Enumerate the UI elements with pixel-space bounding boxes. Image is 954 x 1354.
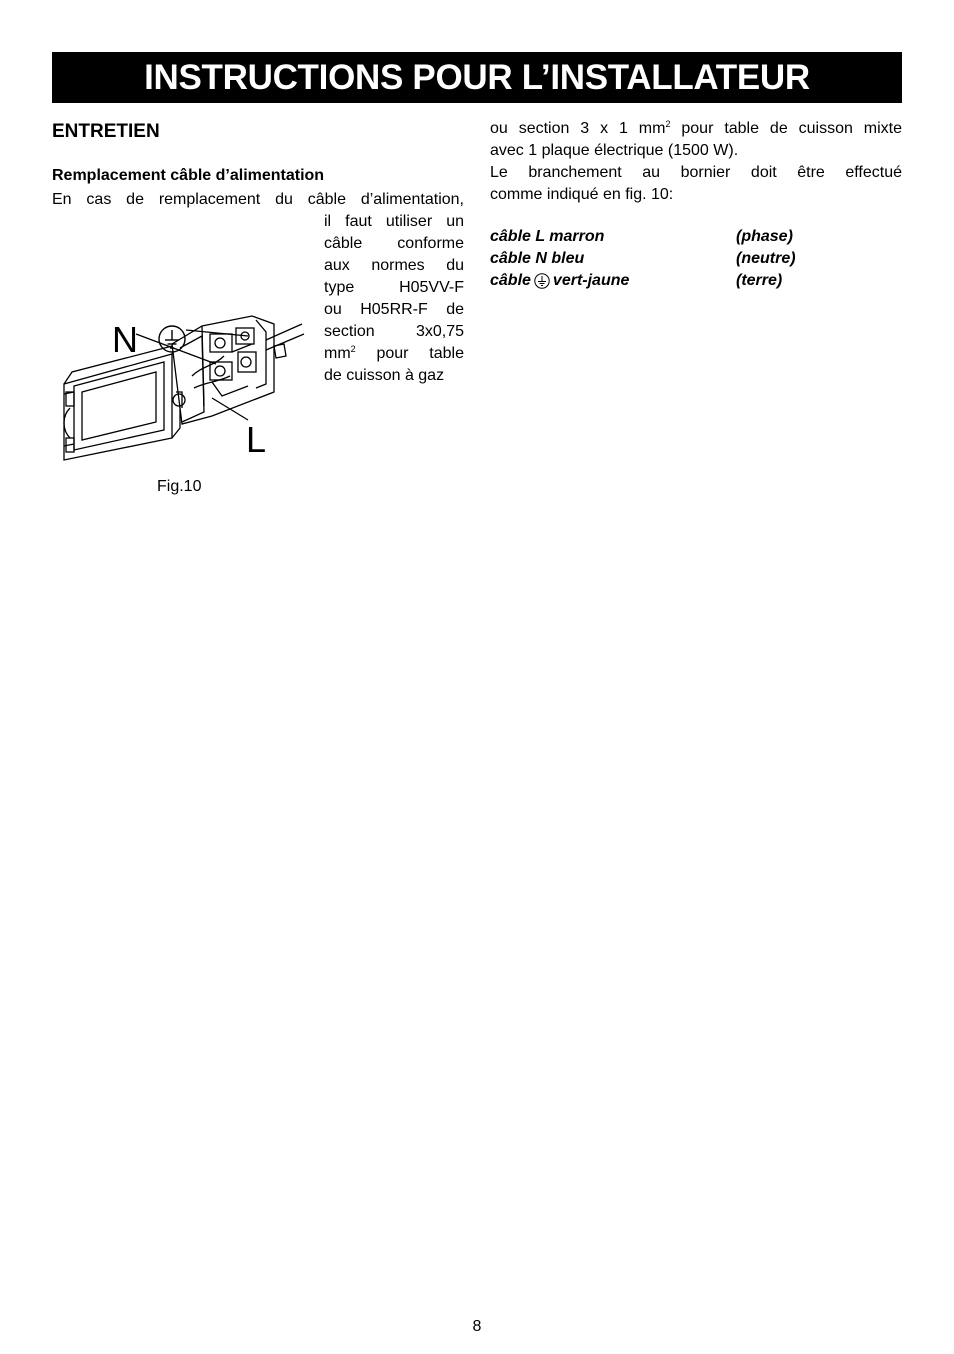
intro-line: En cas de remplacement du câble d’alimentation, xyxy=(52,191,464,208)
right-paragraph xyxy=(490,118,902,206)
right-line: Le branchement au bornier doit être effectué xyxy=(490,164,902,181)
wiring-cable-suffix: vert-jaune xyxy=(552,272,630,289)
wrap-line: de cuisson à gaz xyxy=(324,367,445,384)
wrapped-paragraph xyxy=(324,211,464,387)
page-title-banner xyxy=(52,52,902,103)
page-number: 8 xyxy=(472,1318,482,1335)
wiring-table xyxy=(490,226,902,292)
wiring-cable: câble N bleu xyxy=(490,250,585,267)
right-line: avec 1 plaque électrique (1500 W). xyxy=(490,142,739,159)
right-column xyxy=(490,118,903,289)
wiring-row xyxy=(490,270,902,292)
right-line1-a: ou section 3 x 1 mm xyxy=(490,120,666,137)
wiring-role: (phase) xyxy=(736,228,793,245)
wrap-line: il faut utiliser un xyxy=(324,213,464,230)
wrap-line: section 3x0,75 xyxy=(324,323,464,340)
label-l: L xyxy=(246,419,267,460)
wrap-line: type H05VV-F xyxy=(324,279,464,296)
wiring-row xyxy=(490,248,902,270)
mm-superscript: 2 xyxy=(350,344,356,354)
mm-rest: pour table xyxy=(355,345,464,362)
right-line1-b: pour table de cuisson mixte xyxy=(670,120,903,137)
right-line: comme indiqué en fig. 10: xyxy=(490,186,674,203)
right-line1-sup: 2 xyxy=(665,119,671,129)
wiring-cable xyxy=(490,270,736,292)
mm-unit: mm xyxy=(324,345,351,362)
right-line xyxy=(490,118,902,140)
wiring-cable-prefix: câble xyxy=(490,272,531,289)
earth-ground-icon xyxy=(534,273,550,289)
label-n: N xyxy=(112,319,138,360)
wrap-line: câble conforme xyxy=(324,235,464,252)
wrap-line-mm xyxy=(324,343,464,365)
section-title: ENTRETIEN xyxy=(52,121,160,142)
wrap-line: aux normes du xyxy=(324,257,464,274)
wiring-role: (terre) xyxy=(736,272,783,289)
terminal-block-illustration xyxy=(52,216,322,472)
wiring-figure xyxy=(52,216,322,495)
wiring-role: (neutre) xyxy=(736,250,796,267)
figure-caption: Fig.10 xyxy=(157,478,202,495)
wrap-line: ou H05RR-F de xyxy=(324,301,464,318)
wiring-row xyxy=(490,226,902,248)
page-title: INSTRUCTIONS POUR L’INSTALLATEUR xyxy=(144,57,810,97)
wiring-cable: câble L marron xyxy=(490,228,605,245)
subsection-title: Remplacement câble d’alimentation xyxy=(52,167,325,184)
